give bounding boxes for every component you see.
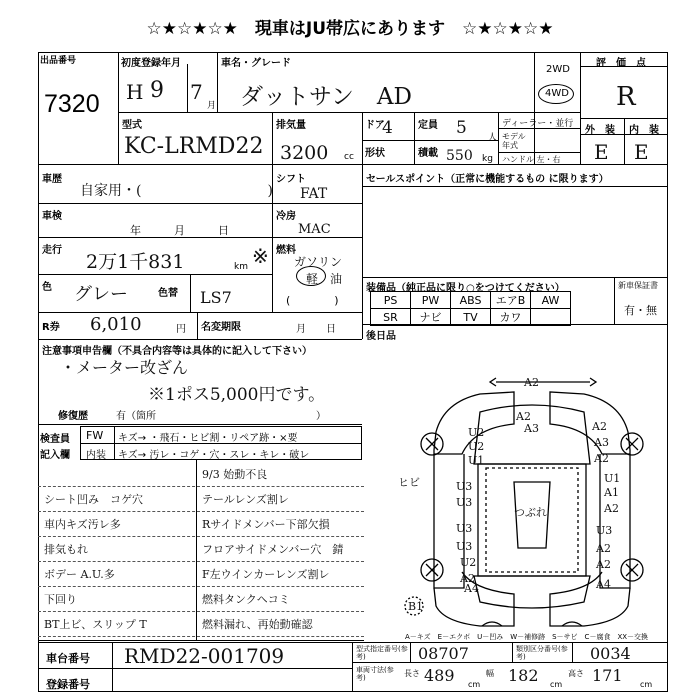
diagram-mark-b1: B1 <box>408 600 424 613</box>
model-label: 型式 <box>122 120 142 131</box>
equip-abs: ABS <box>451 292 491 309</box>
warranty-value: 有・無 <box>624 304 657 317</box>
remark-right: 燃料タンクヘコミ <box>202 593 290 606</box>
remark-left: BT上ビ、スリップ T <box>44 618 147 631</box>
fuel-other: ( ) <box>286 294 339 307</box>
diagram-mark-fr-a3: A3 <box>594 436 609 449</box>
equip-empty <box>531 309 571 326</box>
doors-value: 4 <box>382 118 393 138</box>
inspector-row2: キズ→ 汚レ・コゲ・穴・スレ・キレ・破レ <box>118 450 310 461</box>
diagram-mark-rr-a2: A2 <box>596 558 611 571</box>
inspection-value: 年 月 日 <box>130 224 229 237</box>
remark-right: Rサイドメンバー下部欠損 <box>202 518 330 531</box>
dimensions-label: 車両寸法(参考) <box>356 666 394 682</box>
equip-aw: AW <box>531 292 571 309</box>
model-year-label: モデル年式 <box>502 132 526 150</box>
remark-divider <box>38 636 364 637</box>
diagram-mark-r-a2: A2 <box>594 452 609 465</box>
capacity-value: 5 <box>456 118 467 138</box>
diagram-mark-rr-a4: A4 <box>596 578 611 591</box>
evaluation-label: 評 価 点 <box>596 58 646 69</box>
remark-left: 排気もれ <box>44 543 88 556</box>
inspector-label: 検査員 <box>40 434 70 445</box>
height-unit: cm <box>640 680 653 689</box>
color-label: 色 <box>42 282 52 293</box>
diagram-mark-rl-a2: A2 <box>460 572 475 585</box>
color-code-label: 色替 <box>158 288 178 299</box>
inspector-interior: 内装 <box>86 450 106 461</box>
exterior-label: 外 装 <box>585 125 615 136</box>
shape-label: 形状 <box>365 148 385 159</box>
recycle-value: 6,010 <box>90 314 142 335</box>
remark-divider <box>38 486 364 487</box>
car-damage-diagram <box>364 372 668 630</box>
equip-sr: SR <box>371 309 411 326</box>
remark-left: 車内キズ汚レ多 <box>44 518 121 531</box>
equip-leather: カワ <box>491 309 531 326</box>
model-value: KC-LRMD22 <box>124 134 264 159</box>
recycle-label: R券 <box>42 322 60 333</box>
legend-text: A－キズ E－エクボ U－凹み W－補修跡 S－サビ C－腐食 XX－交換 <box>405 633 649 641</box>
width-value: 182 <box>508 666 539 685</box>
remark-right: 燃料漏れ、再始動確認 <box>202 618 313 631</box>
remark-divider <box>38 536 364 537</box>
aircon-value: MAC <box>298 222 331 237</box>
mileage-value: 2万1千831 <box>86 251 185 273</box>
sales-point-label: セールスポイント（正常に機能するもの に限ります） <box>366 174 609 185</box>
equipment-table <box>370 291 571 326</box>
notes-label: 注意事項申告欄（不具合内容等は具体的に記入して下さい） <box>42 346 312 357</box>
height-value: 171 <box>592 666 623 685</box>
remark-left: 下回り <box>44 593 77 606</box>
diagram-mark-hood-a2: A2 <box>516 410 531 423</box>
diagram-mark-r-a2c: A2 <box>596 542 611 555</box>
fuel-gasoline: ガソリン <box>294 255 343 269</box>
repair-value: 有（箇所 ） <box>116 411 326 422</box>
exterior-value: E <box>594 140 609 164</box>
category-value: 0034 <box>590 644 631 663</box>
remark-divider <box>38 586 364 587</box>
name-change-label: 名変期限 <box>201 322 241 333</box>
remark-divider <box>38 611 364 612</box>
diagram-mark-fl-u2: U2 <box>468 426 485 439</box>
remark-right: フロアサイドメンバー穴 錆 <box>202 543 344 556</box>
mileage-label: 走行 <box>42 245 62 256</box>
diagram-mark-fl-u2b: U2 <box>468 440 485 453</box>
shift-value: FAT <box>300 186 328 202</box>
diagram-mark-hood-a3: A3 <box>524 422 539 435</box>
first-reg-month-suffix: 月 <box>207 101 217 111</box>
load-value: 550 <box>446 148 473 164</box>
diagram-mark-top: A2 <box>524 376 539 389</box>
first-reg-year: 9 <box>150 78 164 103</box>
capacity-unit: 人 <box>488 133 498 143</box>
drive-2wd: 2WD <box>546 64 570 75</box>
diagram-mark-l-u3d: U3 <box>456 540 473 553</box>
equip-pw: PW <box>411 292 451 309</box>
diagram-mark-crack: ヒビ <box>398 476 420 489</box>
first-reg-label: 初度登録年月 <box>121 58 181 69</box>
interior-value: E <box>634 140 649 164</box>
equip-airbag: エアB <box>491 292 531 309</box>
width-unit: cm <box>550 680 563 689</box>
mileage-mark: ※ <box>252 244 269 268</box>
inspector-row1: キズ→ ・飛石・ヒビ割・リペア跡・×要 <box>118 433 298 444</box>
remark-divider <box>38 511 364 512</box>
remark-right: テールレンズ割レ <box>202 493 289 506</box>
inspector-fw: FW <box>86 429 104 442</box>
diagram-mark-roof: つぶれ <box>514 506 547 519</box>
color-value: グレー <box>74 284 128 305</box>
diagram-mark-l-u1: U1 <box>468 454 485 467</box>
notes-line2: ※1ポス5,000円です。 <box>148 385 326 405</box>
page-title: ☆★☆★☆★ 現車はJU帯広にあります ☆★☆★☆★ <box>146 19 554 39</box>
height-label: 高さ <box>568 669 584 678</box>
load-unit: kg <box>482 154 493 164</box>
aircon-label: 冷房 <box>276 211 296 222</box>
length-label: 長さ <box>404 669 420 678</box>
lot-number: 7320 <box>44 90 100 118</box>
designation-value: 08707 <box>418 644 469 663</box>
diagram-mark-rl-u2: U2 <box>460 556 477 569</box>
remark-divider <box>38 561 364 562</box>
diagram-mark-l-u3c: U3 <box>456 522 473 535</box>
displacement-unit: cc <box>344 152 354 162</box>
warranty-label: 新車保証書 <box>618 281 658 290</box>
diagram-mark-r-u3: U3 <box>596 524 613 537</box>
registration-label: 登録番号 <box>46 678 90 691</box>
name-change-value: 月 日 <box>296 324 336 335</box>
length-unit: cm <box>468 680 481 689</box>
drive-4wd: 4WD <box>545 88 569 99</box>
recycle-unit: 円 <box>176 324 186 335</box>
diagram-mark-rl-a4: A4 <box>464 582 479 595</box>
doors-label: ドア <box>365 120 385 131</box>
remark-right: F左ウインカーレンズ割レ <box>202 568 330 581</box>
chassis-value: RMD22-001709 <box>124 644 285 668</box>
capacity-label: 定員 <box>418 120 438 131</box>
remark-right: 9/3 始動不良 <box>202 468 268 481</box>
name-grade-label: 車名・グレード <box>221 58 291 69</box>
first-reg-month: 7 <box>190 80 203 104</box>
diagram-mark-fr-a2: A2 <box>592 420 607 433</box>
diagram-mark-l-u3: U3 <box>456 480 473 493</box>
fuel-diesel: 軽 油 <box>306 272 343 286</box>
category-label: 類別区分番号(参考) <box>516 645 568 661</box>
mileage-unit: km <box>234 262 248 272</box>
diagram-mark-r-a1: A1 <box>604 486 619 499</box>
handle-label: ハンドル 左・右 <box>502 155 561 164</box>
equipment-label: 装備品（純正品に限り○をつけてください） <box>366 283 565 294</box>
name-grade-value: ダットサン AD <box>240 84 412 110</box>
notes-line1: ・メーター改ざん <box>60 358 189 377</box>
length-value: 489 <box>424 666 455 685</box>
entry-label: 記入欄 <box>40 450 70 461</box>
first-reg-era: H <box>126 80 144 104</box>
remark-left: ボデー A.U.多 <box>44 568 115 581</box>
diagram-mark-r-u1: U1 <box>604 472 621 485</box>
fuel-label: 燃料 <box>276 245 296 256</box>
evaluation-score: R <box>616 82 636 112</box>
shift-label: シフト <box>276 174 306 185</box>
color-code-value: LS7 <box>200 288 232 307</box>
diagram-mark-l-u3b: U3 <box>456 496 473 509</box>
diagram-mark-r-a2b: A2 <box>604 502 619 515</box>
remark-left: シート凹み コゲ穴 <box>44 493 143 506</box>
repair-label: 修復歴 <box>58 411 88 422</box>
designation-label: 型式指定番号(参考) <box>356 645 408 661</box>
load-label: 積載 <box>418 148 438 159</box>
displacement-value: 3200 <box>280 142 329 164</box>
history-value: 自家用・( ) <box>80 183 273 199</box>
dealer-parallel-label: ディーラー・並行 <box>502 119 574 129</box>
equip-tv: TV <box>451 309 491 326</box>
inspection-label: 車検 <box>42 211 62 222</box>
after-day-label: 後日品 <box>366 331 396 342</box>
history-label: 車歴 <box>42 174 62 185</box>
equip-navi: ナビ <box>411 309 451 326</box>
width-label: 幅 <box>486 669 494 678</box>
chassis-label: 車台番号 <box>46 652 90 665</box>
displacement-label: 排気量 <box>276 120 306 131</box>
equip-ps: PS <box>371 292 411 309</box>
lot-label: 出品番号 <box>40 56 77 66</box>
interior-label: 内 装 <box>629 125 659 136</box>
